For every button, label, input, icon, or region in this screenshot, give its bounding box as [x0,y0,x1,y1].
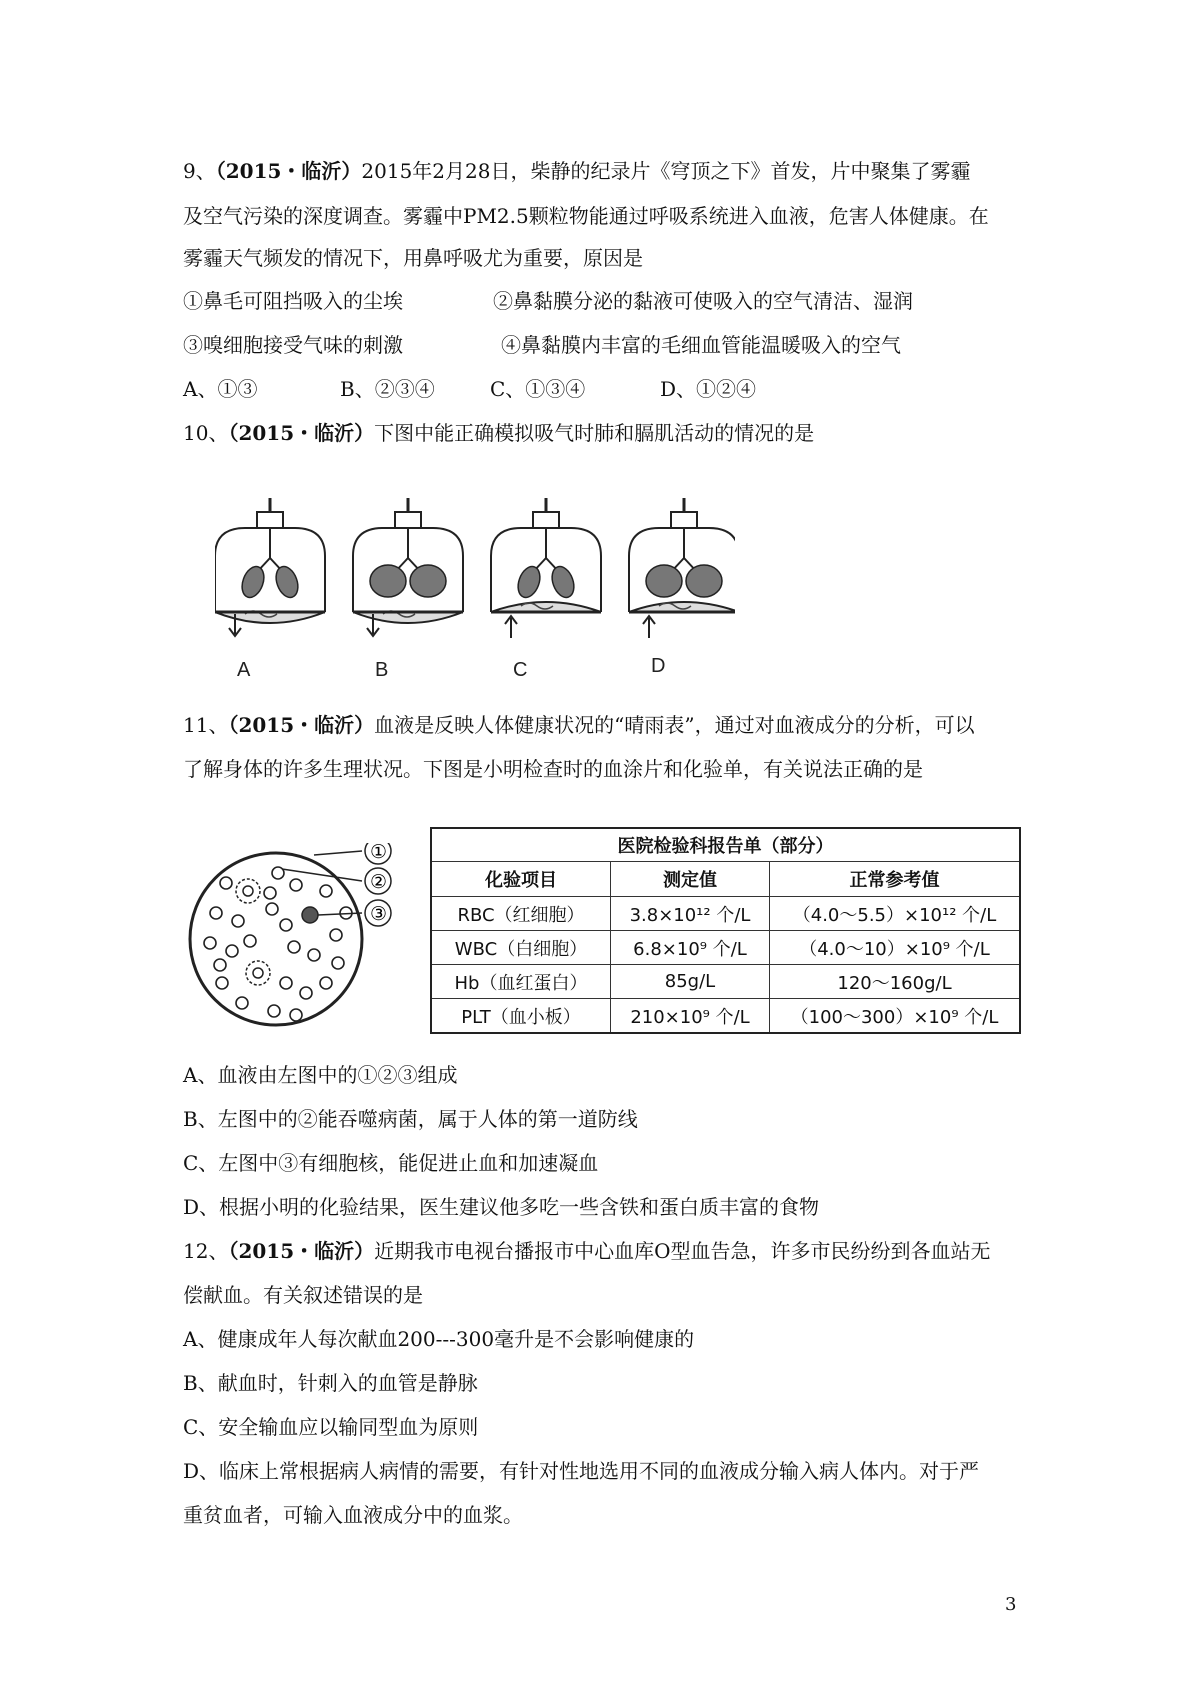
q12-option-b: B、献血时，针刺入的血管是静脉 [183,1371,478,1395]
rbc-cell [204,937,216,949]
rbc-cell [268,1005,280,1017]
figure-label-b: B [375,659,389,681]
q10-number: 10、 [183,421,229,445]
q12-text-1: 近期我市电视台播报市中心血库O型血告急，许多市民纷纷到各血站无 [374,1239,991,1263]
wbc-cell [236,879,260,903]
smear-label-1: ① [370,843,388,863]
q9-option-b: B、②③④ [340,377,435,401]
rbc-cell [232,915,244,927]
q11-option-d: D、根据小明的化验结果，医生建议他多吃一些含铁和蛋白质丰富的食物 [183,1195,820,1219]
rbc-cell [300,987,312,999]
table-row [431,897,1020,931]
jar-a [215,498,325,636]
q12-option-d: D、临床上常根据病人病情的需要，有针对性地选用不同的血液成分输入病人体内。对于严 [183,1459,980,1483]
lab-report-table [430,827,1021,1034]
report-cell: 6.8×10⁹ 个/L [611,931,770,965]
q9-statement-4: ④鼻黏膜内丰富的毛细血管能温暖吸入的空气 [501,333,901,357]
q11-source: （2015・临沂） [228,713,375,737]
report-header-reference: 正常参考值 [770,862,1021,897]
rbc-cell [320,885,332,897]
q9-option-d: D、①②④ [660,377,757,401]
q9-line-1 [183,158,970,184]
q9-statement-2: ②鼻黏膜分泌的黏液可使吸入的空气清洁、湿润 [493,289,913,313]
q9-line-2: 及空气污染的深度调查。雾霾中PM2.5颗粒物能通过呼吸系统进入血液，危害人体健康。在 [183,204,989,228]
rbc-cell [210,907,222,919]
rbc-cell [214,959,226,971]
rbc-cell [308,949,320,961]
rbc-cell [226,945,238,957]
rbc-cell [236,997,248,1009]
figure-label-d: D [651,655,666,677]
q9-options [183,376,756,402]
q10-line-1 [183,420,814,446]
bell-jar-figure [215,496,735,682]
smear-label-2: ② [370,871,388,893]
q12-option-a: A、健康成年人每次献血200---300毫升是不会影响健康的 [183,1327,695,1351]
rbc-cell [330,929,342,941]
q9-option-c: C、①③④ [490,377,586,401]
rbc-cell [290,1009,302,1021]
q12-line-1 [183,1238,991,1264]
rbc-cell [320,977,332,989]
report-cell: WBC（白细胞） [431,931,611,965]
rbc-cell [244,935,256,947]
report-cell: PLT（血小板） [431,999,611,1034]
rbc-cell [290,879,302,891]
q10-text: 下图中能正确模拟吸气时肺和膈肌活动的情况的是 [374,421,815,445]
q11-option-c: C、左图中③有细胞核，能促进止血和加速凝血 [183,1151,599,1175]
q9-number: 9、 [183,159,216,183]
rbc-cell [288,941,300,953]
platelet-cell [302,907,318,923]
q9-statements-row-1 [183,288,913,314]
report-cell: 85g/L [611,965,770,999]
q12-number: 12、 [183,1239,229,1263]
jar-c [491,498,601,638]
report-title: 医院检验科报告单（部分） [431,828,1020,862]
rbc-cell [266,903,278,915]
report-cell: （100～300）×10⁹ 个/L [770,999,1021,1034]
q9-text-1: 2015年2月28日，柴静的纪录片《穹顶之下》首发，片中聚集了雾霾 [361,159,971,183]
q12-option-d-continued: 重贫血者，可输入血液成分中的血浆。 [183,1503,523,1527]
q12-source: （2015・临沂） [228,1239,375,1263]
q9-source: （2015・临沂） [215,159,362,183]
page-number: 3 [1005,1594,1017,1615]
report-cell: 210×10⁹ 个/L [611,999,770,1034]
report-cell: 3.8×10¹² 个/L [611,897,770,931]
rbc-cell [220,877,232,889]
report-cell: （4.0～5.5）×10¹² 个/L [770,897,1021,931]
jar-b [353,498,463,636]
q11-option-a: A、血液由左图中的①②③组成 [183,1063,458,1087]
report-cell: RBC（红细胞） [431,897,611,931]
jar-d [629,498,735,638]
q11-number: 11、 [183,713,229,737]
table-row [431,965,1020,999]
q9-option-a: A、①③ [183,377,258,401]
rbc-cell [280,977,292,989]
q12-line-2: 偿献血。有关叙述错误的是 [183,1283,423,1307]
rbc-cell [264,887,276,899]
rbc-cell [332,957,344,969]
q9-statement-1: ①鼻毛可阻挡吸入的尘埃 [183,289,403,313]
wbc-cell [246,961,270,985]
report-cell: （4.0～10）×10⁹ 个/L [770,931,1021,965]
report-cell: Hb（血红蛋白） [431,965,611,999]
q9-statements-row-2 [183,332,901,358]
report-cell: 120～160g/L [770,965,1021,999]
q11-line-1 [183,712,975,738]
table-row [431,931,1020,965]
figure-label-c: C [513,659,528,681]
q9-line-3: 雾霾天气频发的情况下，用鼻呼吸尤为重要，原因是 [183,246,643,270]
blood-smear-figure [186,843,426,1043]
q12-option-c: C、安全输血应以输同型血为原则 [183,1415,479,1439]
q11-line-2: 了解身体的许多生理状况。下图是小明检查时的血涂片和化验单，有关说法正确的是 [183,757,923,781]
q11-option-b: B、左图中的②能吞噬病菌，属于人体的第一道防线 [183,1107,638,1131]
smear-label-3: ③ [370,903,388,925]
figure-label-a: A [237,659,251,681]
rbc-cell [280,919,292,931]
q11-text-1: 血液是反映人体健康状况的“晴雨表”，通过对血液成分的分析，可以 [374,713,975,737]
q10-source: （2015・临沂） [228,421,375,445]
table-row [431,999,1020,1034]
q9-statement-3: ③嗅细胞接受气味的刺激 [183,333,403,357]
report-header-value: 测定值 [611,862,770,897]
rbc-cell [216,977,228,989]
report-header-item: 化验项目 [431,862,611,897]
